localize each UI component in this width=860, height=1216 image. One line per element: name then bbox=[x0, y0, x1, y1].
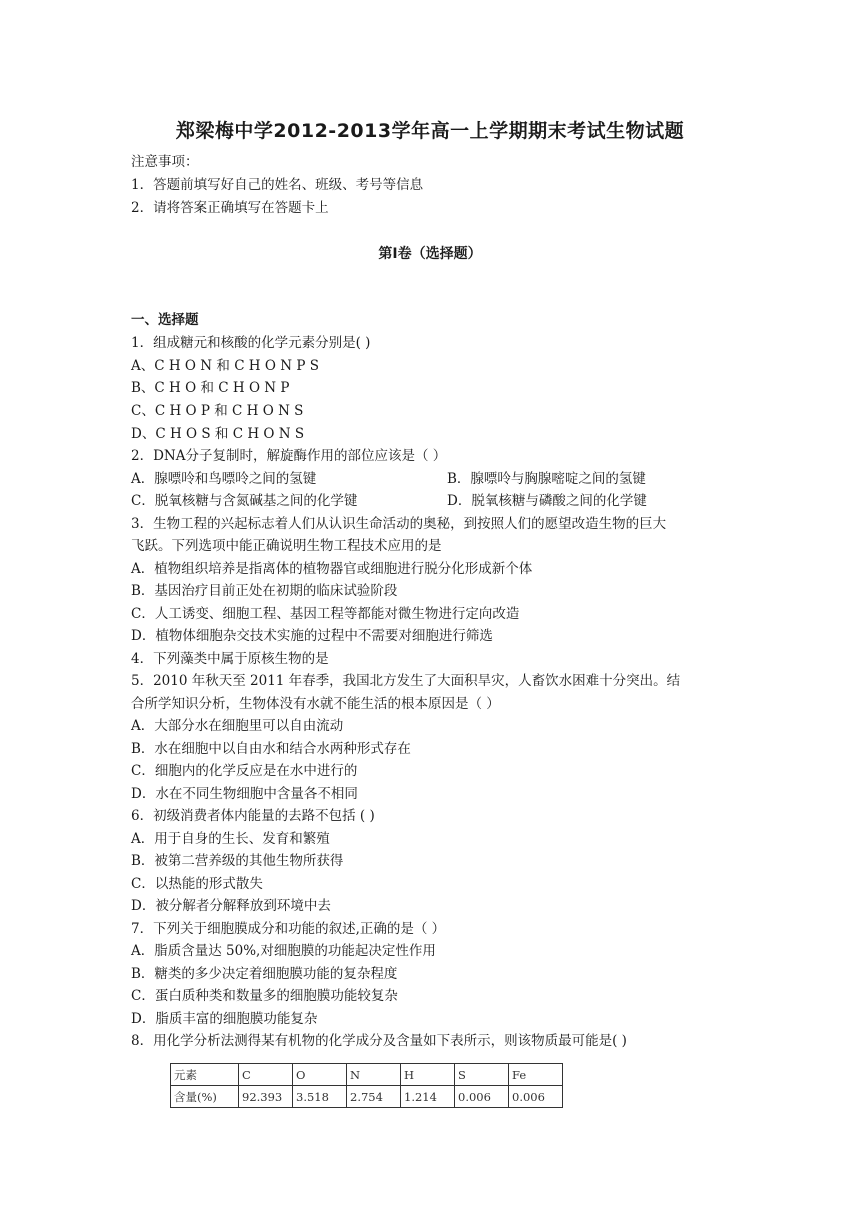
option: B．糖类的多少决定着细胞膜功能的复杂程度 bbox=[131, 966, 398, 982]
question-stem: 3．生物工程的兴起标志着人们从认识生命活动的奥秘，到按照人们的愿望改造生物的巨大 bbox=[131, 516, 667, 532]
table-row bbox=[171, 1086, 563, 1108]
option: C．脱氧核糖与含氮碱基之间的化学键 bbox=[131, 493, 358, 509]
table-cell: O bbox=[293, 1064, 347, 1086]
element-content-table bbox=[170, 1063, 563, 1108]
option: A．植物组织培养是指离体的植物器官或细胞进行脱分化形成新个体 bbox=[131, 561, 533, 577]
table-cell: 92.393 bbox=[239, 1086, 293, 1108]
option: D、C H O S 和 C H O N S bbox=[131, 426, 305, 442]
option: D．脱氧核糖与磷酸之间的化学键 bbox=[447, 493, 647, 509]
option: D．水在不同生物细胞中含量各不相同 bbox=[131, 786, 358, 802]
option: B、C H O 和 C H O N P bbox=[131, 380, 290, 396]
table-cell: 0.006 bbox=[509, 1086, 563, 1108]
table-cell: S bbox=[455, 1064, 509, 1086]
table-cell: 含量(%) bbox=[171, 1086, 239, 1108]
table-cell: Fe bbox=[509, 1064, 563, 1086]
section-title: 一、选择题 bbox=[131, 312, 199, 328]
table-cell: 1.214 bbox=[401, 1086, 455, 1108]
question-stem: 飞跃。下列选项中能正确说明生物工程技术应用的是 bbox=[131, 538, 442, 554]
option: D．被分解者分解释放到环境中去 bbox=[131, 898, 331, 914]
question-stem: 1．组成糖元和核酸的化学元素分别是( ) bbox=[131, 335, 371, 351]
question-stem: 6．初级消费者体内能量的去路不包括 ( ) bbox=[131, 808, 375, 824]
table-cell: H bbox=[401, 1064, 455, 1086]
part-title: 第I卷（选择题） bbox=[378, 246, 482, 262]
table-cell: 2.754 bbox=[347, 1086, 401, 1108]
option: A、C H O N 和 C H O N P S bbox=[131, 358, 319, 374]
table-header-row bbox=[171, 1064, 563, 1086]
table-cell: 3.518 bbox=[293, 1086, 347, 1108]
option: C．细胞内的化学反应是在水中进行的 bbox=[131, 763, 358, 779]
question-stem: 7．下列关于细胞膜成分和功能的叙述,正确的是（ ） bbox=[131, 921, 446, 937]
table-cell: 0.006 bbox=[455, 1086, 509, 1108]
notice-item: 2．请将答案正确填写在答题卡上 bbox=[131, 200, 329, 216]
option: B．基因治疗目前正处在初期的临床试验阶段 bbox=[131, 583, 398, 599]
option: A．用于自身的生长、发育和繁殖 bbox=[131, 831, 330, 847]
option: C．蛋白质种类和数量多的细胞膜功能较复杂 bbox=[131, 988, 398, 1004]
question-stem: 4．下列藻类中属于原核生物的是 bbox=[131, 651, 329, 667]
option: A．大部分水在细胞里可以自由流动 bbox=[131, 718, 344, 734]
option: C．人工诱变、细胞工程、基因工程等都能对微生物进行定向改造 bbox=[131, 606, 520, 622]
question-stem: 8．用化学分析法测得某有机物的化学成分及含量如下表所示，则该物质最可能是( ) bbox=[131, 1033, 627, 1049]
option: A．脂质含量达 50%,对细胞膜的功能起决定性作用 bbox=[131, 943, 436, 959]
question-stem: 5．2010 年秋天至 2011 年春季，我国北方发生了大面积旱灾，人畜饮水困难十分突出。结 bbox=[131, 673, 681, 689]
notice-item: 1．答题前填写好自己的姓名、班级、考号等信息 bbox=[131, 177, 424, 193]
option: C．以热能的形式散失 bbox=[131, 876, 263, 892]
option: B．被第二营养级的其他生物所获得 bbox=[131, 853, 344, 869]
option: D．脂质丰富的细胞膜功能复杂 bbox=[131, 1011, 318, 1027]
option: B．水在细胞中以自由水和结合水两种形式存在 bbox=[131, 741, 411, 757]
table-cell: N bbox=[347, 1064, 401, 1086]
option: B．腺嘌呤与胸腺嘧啶之间的氢键 bbox=[447, 471, 646, 487]
notice-heading: 注意事项： bbox=[131, 154, 199, 170]
exam-title: 郑梁梅中学2012-2013学年高一上学期期末考试生物试题 bbox=[175, 120, 685, 142]
question-stem: 合所学知识分析，生物体没有水就不能生活的根本原因是（ ） bbox=[131, 696, 500, 712]
option: D．植物体细胞杂交技术实施的过程中不需要对细胞进行筛选 bbox=[131, 628, 493, 644]
table-cell: C bbox=[239, 1064, 293, 1086]
question-stem: 2．DNA分子复制时，解旋酶作用的部位应该是（ ） bbox=[131, 448, 447, 464]
option: A．腺嘌呤和鸟嘌呤之间的氢键 bbox=[131, 471, 317, 487]
option: C、C H O P 和 C H O N S bbox=[131, 403, 304, 419]
table-cell: 元素 bbox=[171, 1064, 239, 1086]
